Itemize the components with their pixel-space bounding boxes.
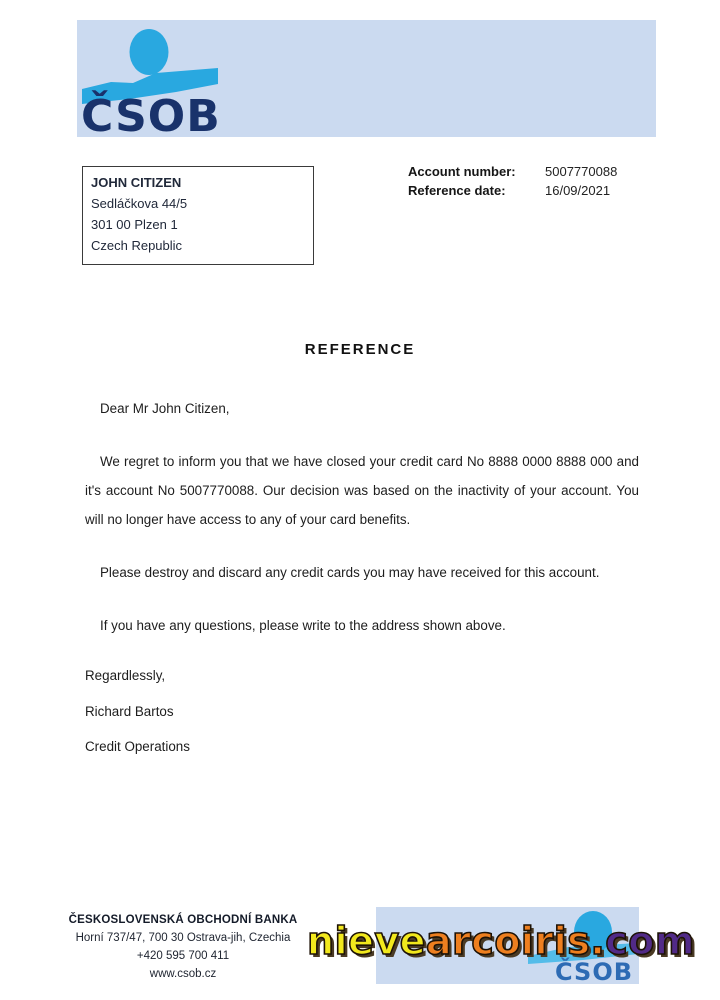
watermark-part-3: com: [605, 919, 695, 963]
recipient-address-box: [82, 166, 314, 265]
recipient-address-line: Sedláčkova 44/5: [91, 196, 188, 211]
salutation: Dear Mr John Citizen,: [100, 401, 230, 416]
footer-website: www.csob.cz: [149, 968, 217, 980]
letter-body: [85, 394, 639, 757]
body-paragraphs: [85, 447, 639, 640]
footer-bank-name: ČESKOSLOVENSKÁ OBCHODNÍ BANKA: [68, 914, 298, 926]
account-number-row: [408, 163, 617, 182]
body-paragraph: We regret to inform you that we have closed your credit card No 8888 0000 8888 000 and it's account No 5007770088. Our decision was based on the inactivity of your account. You will no longer have access to any of your card benefits.: [85, 454, 639, 527]
footer-bank-info: [53, 911, 313, 983]
account-number-value: 5007770088: [545, 164, 618, 179]
watermark-part-1: nieve: [307, 919, 426, 963]
recipient-address-line: Czech Republic: [91, 238, 183, 253]
logo-circle: [130, 29, 169, 75]
header-logo-band: [77, 20, 656, 137]
recipient-name: JOHN CITIZEN: [91, 175, 182, 190]
account-number-label: Account number:: [408, 164, 516, 179]
signer-name: Richard Bartos: [85, 704, 174, 719]
watermark-website-text: [307, 919, 695, 963]
reference-date-value: 16/09/2021: [545, 182, 611, 198]
letter-title: REFERENCE: [304, 341, 416, 358]
reference-date-label: Reference date:: [408, 182, 506, 198]
body-paragraph: If you have any questions, please write to the address shown above.: [100, 618, 506, 633]
logo-wordmark: ČSOB: [81, 91, 221, 133]
signer-title: Credit Operations: [85, 739, 190, 754]
recipient-address-line: 301 00 Plzen 1: [91, 217, 178, 232]
account-meta: [408, 163, 617, 200]
body-paragraph: Please destroy and discard any credit cards you may have received for this account.: [100, 565, 600, 580]
csob-logo-icon: [81, 23, 221, 133]
recipient-address-lines: [91, 193, 305, 256]
reference-date-row: [408, 182, 617, 201]
footer-address: Horní 737/47, 700 30 Ostrava-jih, Czechia: [75, 932, 291, 944]
watermark-part-2: arcoiris.: [425, 919, 606, 963]
logo-wordmark: ČSOB: [555, 958, 634, 986]
closing-line: Regardlessly,: [85, 668, 166, 683]
footer-phone: +420 595 700 411: [136, 950, 230, 962]
